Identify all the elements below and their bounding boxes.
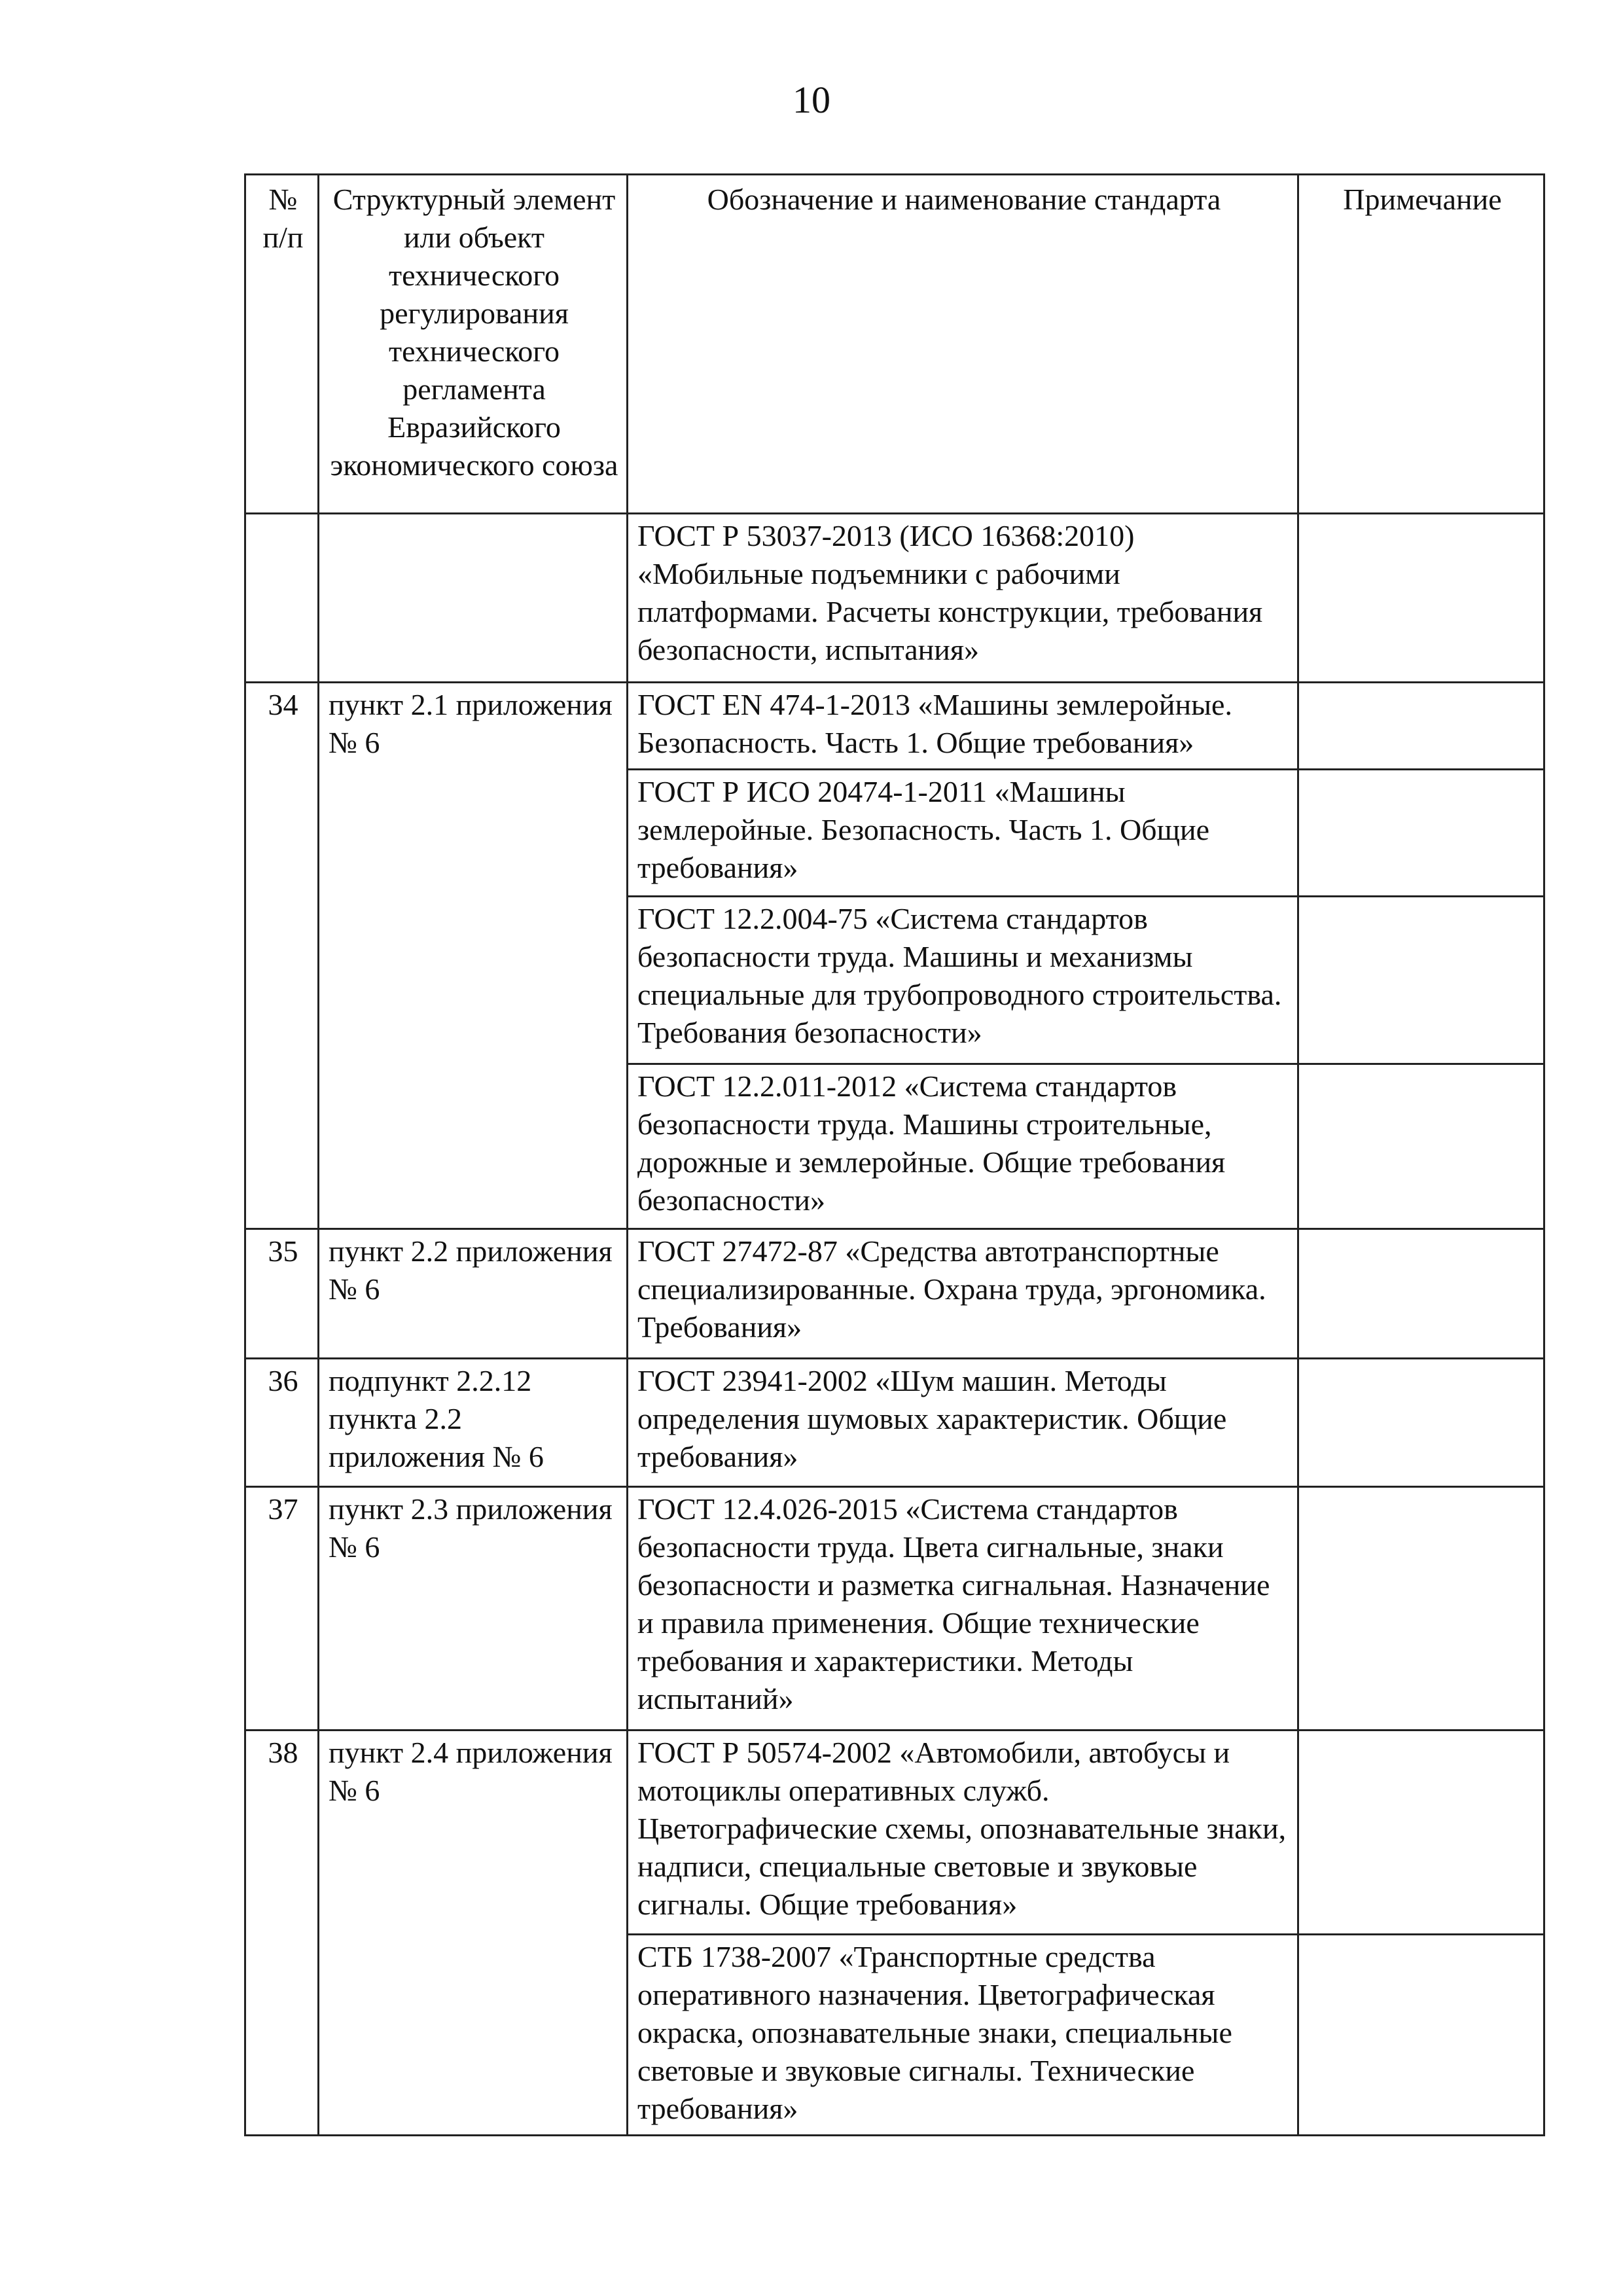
row-note (1298, 1731, 1544, 1935)
standards-table (244, 173, 1545, 2136)
table-header-row (245, 175, 1544, 514)
row-num: 37 (245, 1487, 319, 1731)
row-note (1298, 897, 1544, 1064)
row-num: 38 (245, 1731, 319, 2136)
row-note (1298, 1359, 1544, 1487)
header-note: Примечание (1298, 175, 1544, 514)
row-note (1298, 1935, 1544, 2136)
row-element: пункт 2.1 приложения № 6 (319, 683, 628, 1229)
row-standard: СТБ 1738-2007 «Транспортные средства оперативного назначения. Цветографическая окраска, опознавательные знаки, специальные световые и звуковые сигналы. Технические требования» (628, 1935, 1298, 2136)
row-standard: ГОСТ 23941-2002 «Шум машин. Методы определения шумовых характеристик. Общие требования» (628, 1359, 1298, 1487)
row-standard: ГОСТ EN 474-1-2013 «Машины землеройные. Безопасность. Часть 1. Общие требования» (628, 683, 1298, 770)
row-standard: ГОСТ Р 53037-2013 (ИСО 16368:2010) «Мобильные подъемники с рабочими платформами. Расчеты конструкции, требования безопасности, испытания» (628, 514, 1298, 683)
row-element: пункт 2.4 приложения № 6 (319, 1731, 628, 2136)
row-element: пункт 2.3 приложения № 6 (319, 1487, 628, 1731)
row-note (1298, 683, 1544, 770)
header-num: № п/п (245, 175, 319, 514)
table-row (245, 1731, 1544, 1935)
row-element: пункт 2.2 приложения № 6 (319, 1229, 628, 1359)
page-number: 10 (793, 79, 830, 121)
row-standard: ГОСТ Р 50574-2002 «Автомобили, автобусы и мотоциклы оперативных служб. Цветографические схемы, опознавательные знаки, надписи, специальные световые и звуковые сигналы. Общие требования» (628, 1731, 1298, 1935)
row-num: 36 (245, 1359, 319, 1487)
header-element: Структурный элемент или объект технического регулирования технического регламента Евразийского экономического союза (319, 175, 628, 514)
row-note (1298, 514, 1544, 683)
table-row (245, 1487, 1544, 1731)
row-standard: ГОСТ 27472-87 «Средства автотранспортные специализированные. Охрана труда, эргономика. Требования» (628, 1229, 1298, 1359)
table-row (245, 1229, 1544, 1359)
row-element: подпункт 2.2.12 пункта 2.2 приложения № 6 (319, 1359, 628, 1487)
row-standard: ГОСТ 12.2.011-2012 «Система стандартов безопасности труда. Машины строительные, дорожные и землеройные. Общие требования безопасности» (628, 1064, 1298, 1229)
row-note (1298, 1064, 1544, 1229)
row-num: 35 (245, 1229, 319, 1359)
row-note (1298, 1229, 1544, 1359)
row-standard: ГОСТ 12.2.004-75 «Система стандартов безопасности труда. Машины и механизмы специальные для трубопроводного строительства. Требования безопасности» (628, 897, 1298, 1064)
row-num: 34 (245, 683, 319, 1229)
header-standard: Обозначение и наименование стандарта (628, 175, 1298, 514)
table-row (245, 514, 1544, 683)
row-note (1298, 1487, 1544, 1731)
row-standard: ГОСТ Р ИСО 20474-1-2011 «Машины землеройные. Безопасность. Часть 1. Общие требования» (628, 770, 1298, 897)
table-row (245, 1359, 1544, 1487)
row-num (245, 514, 319, 683)
row-standard: ГОСТ 12.4.026-2015 «Система стандартов безопасности труда. Цвета сигнальные, знаки безопасности и разметка сигнальная. Назначение и правила применения. Общие технические требования и характеристики. Методы испытаний» (628, 1487, 1298, 1731)
table-row (245, 683, 1544, 770)
row-element (319, 514, 628, 683)
row-note (1298, 770, 1544, 897)
